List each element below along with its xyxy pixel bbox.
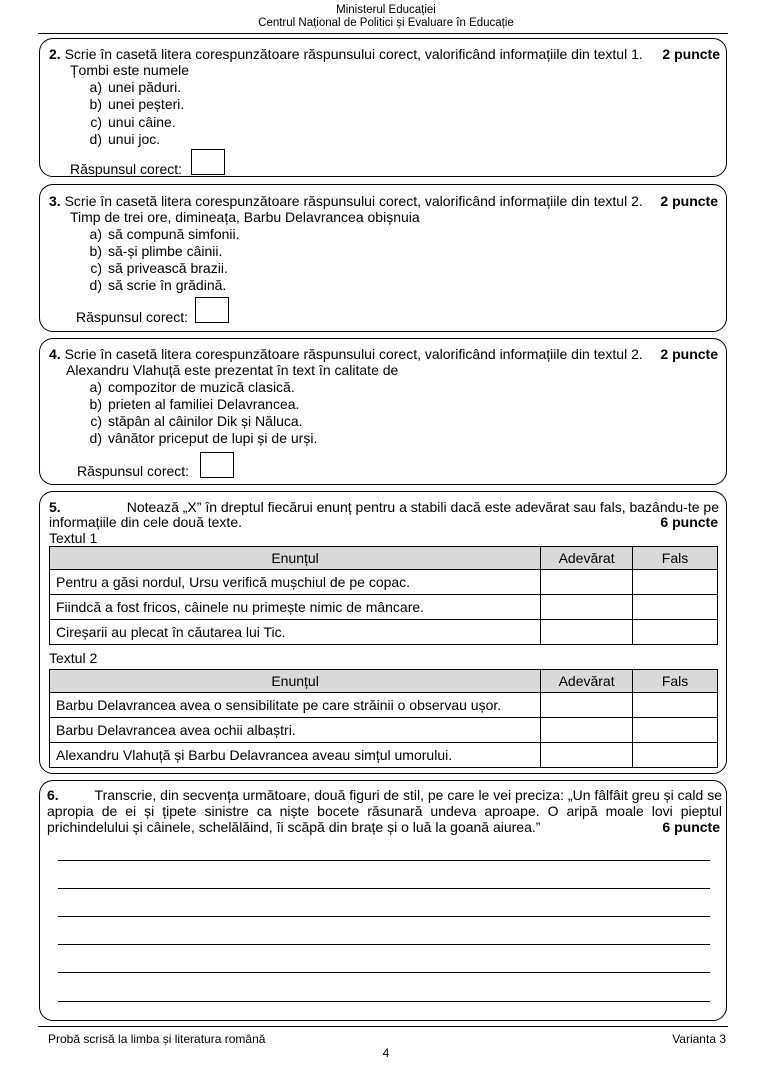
question-6-number: 6. bbox=[47, 787, 59, 803]
statement-cell: Cireșarii au plecat în căutarea lui Tic. bbox=[50, 620, 541, 645]
question-2-answer-box[interactable] bbox=[191, 149, 225, 175]
question-2-box: 2. Scrie în casetă litera corespunzătoare răspunsului corect, valorificând informațiile din textul 1. 2 puncte Țombi este numele a) unei păduri. b) unei peșteri. c) unui câine. d) unui joc. Răspunsul corect: bbox=[39, 38, 727, 177]
answer-line[interactable] bbox=[58, 1001, 710, 1002]
true-cell[interactable] bbox=[541, 570, 633, 595]
statement-cell: Pentru a găsi nordul, Ursu verifică mușchiul de pe copac. bbox=[50, 570, 541, 595]
text2-table-header bbox=[50, 670, 718, 693]
statement-cell: Alexandru Vlahuță și Barbu Delavrancea aveau simțul umorului. bbox=[50, 743, 541, 768]
false-cell[interactable] bbox=[633, 718, 718, 743]
question-3-box: 3. Scrie în casetă litera corespunzătoare răspunsului corect, valorificând informațiile din textul 2. 2 puncte Timp de trei ore, dimineața, Barbu Delavrancea obișnuia a) să compună simfonii. b) să-și plimbe câinii. c) să privească brazii. d) să scrie în grădină. Răspunsul corect: bbox=[39, 184, 727, 332]
text1-table-header bbox=[50, 547, 718, 570]
question-3-instruction: Scrie în casetă litera corespunzătoare răspunsului corect, valorificând informațiile din textul 2. bbox=[64, 193, 643, 209]
question-4-answer-label: Răspunsul corect: bbox=[77, 463, 190, 479]
question-4-stem: Alexandru Vlahuță este prezentat în text în calitate de bbox=[66, 362, 399, 378]
true-cell[interactable] bbox=[541, 693, 633, 718]
false-cell[interactable] bbox=[633, 620, 718, 645]
question-3-answer-label: Răspunsul corect: bbox=[76, 309, 189, 325]
question-4-answer-box[interactable] bbox=[200, 452, 234, 478]
false-cell[interactable] bbox=[633, 595, 718, 620]
answer-line[interactable] bbox=[58, 916, 710, 917]
question-4-points: 2 puncte bbox=[660, 346, 718, 362]
question-3-points: 2 puncte bbox=[660, 193, 718, 209]
answer-line[interactable] bbox=[58, 888, 710, 889]
answer-line[interactable] bbox=[58, 860, 710, 861]
text2-table bbox=[49, 669, 718, 768]
table-row bbox=[50, 595, 718, 620]
statement-cell: Fiindcă a fost fricos, câinele nu primește nimic de mâncare. bbox=[50, 595, 541, 620]
col-false: Fals bbox=[633, 670, 718, 693]
question-5-instruction-line1: Notează „X” în dreptul fiecărui enunț pentru a stabili dacă este adevărat sau fals, bazându-te pe bbox=[126, 499, 719, 515]
question-2-answer-label: Răspunsul corect: bbox=[70, 161, 183, 177]
center-name: Centrul Național de Politici și Evaluare în Educație bbox=[258, 17, 514, 29]
question-6-points: 6 puncte bbox=[662, 819, 720, 835]
answer-line[interactable] bbox=[58, 944, 710, 945]
false-cell[interactable] bbox=[633, 570, 718, 595]
true-cell[interactable] bbox=[541, 620, 633, 645]
answer-line[interactable] bbox=[58, 972, 710, 973]
false-cell[interactable] bbox=[633, 743, 718, 768]
table-row bbox=[50, 693, 718, 718]
statement-cell: Barbu Delavrancea avea o sensibilitate pe care străinii o observau ușor. bbox=[50, 693, 541, 718]
col-statement: Enunțul bbox=[50, 670, 541, 693]
question-6-box bbox=[39, 780, 727, 1021]
question-5-number: 5. bbox=[49, 499, 61, 515]
question-4-box: 4. Scrie în casetă litera corespunzătoare răspunsului corect, valorificând informațiile din textul 2. 2 puncte Alexandru Vlahuță este prezentat în text în calitate de a) compozitor de muzică clasică. b) prieten al familiei Delavrancea. c) stăpân al câinilor Dik și Năluca. d) vânător priceput de lupi și de urși. Răspunsul corect: bbox=[39, 338, 727, 485]
page-number: 4 bbox=[382, 1046, 390, 1060]
table-row bbox=[50, 570, 718, 595]
question-2-stem: Țombi este numele bbox=[70, 62, 190, 78]
col-statement: Enunțul bbox=[50, 547, 541, 570]
question-4-instruction: Scrie în casetă litera corespunzătoare răspunsului corect, valorificând informațiile din textul 2. bbox=[64, 346, 643, 362]
ministry-name: Ministerul Educației bbox=[336, 4, 436, 16]
true-cell[interactable] bbox=[541, 743, 633, 768]
question-2-points: 2 puncte bbox=[662, 46, 720, 62]
header-rule bbox=[38, 33, 728, 34]
statement-cell: Barbu Delavrancea avea ochii albaștri. bbox=[50, 718, 541, 743]
col-true: Adevărat bbox=[541, 547, 633, 570]
true-cell[interactable] bbox=[541, 718, 633, 743]
question-5-points: 6 puncte bbox=[660, 514, 718, 530]
question-3-answer-box[interactable] bbox=[195, 297, 229, 323]
text1-label: Textul 1 bbox=[49, 530, 98, 546]
text2-label: Textul 2 bbox=[49, 650, 98, 666]
col-true: Adevărat bbox=[541, 670, 633, 693]
true-cell[interactable] bbox=[541, 595, 633, 620]
question-5-box bbox=[39, 491, 727, 774]
question-4-number: 4. bbox=[49, 346, 61, 362]
col-false: Fals bbox=[633, 547, 718, 570]
text1-table bbox=[49, 546, 718, 645]
question-3-number: 3. bbox=[49, 193, 61, 209]
question-2-number: 2. bbox=[49, 46, 61, 62]
question-6-line2: apropia de ei și țipete sinistre ca niște bocete răsunară undeva aproape. O aripă moale lovi pieptul bbox=[47, 803, 722, 819]
footer-exam-title: Probă scrisă la limba și literatura română bbox=[48, 1032, 266, 1046]
footer-variant: Varianta 3 bbox=[672, 1032, 726, 1046]
question-5-instruction-line2: informațiile din cele două texte. bbox=[49, 514, 242, 530]
table-row bbox=[50, 743, 718, 768]
footer-rule bbox=[38, 1026, 728, 1027]
table-row bbox=[50, 620, 718, 645]
false-cell[interactable] bbox=[633, 693, 718, 718]
table-row bbox=[50, 718, 718, 743]
question-6-line3: prichindelului și câinele, schelălăind, îi scăpă din brațe și o luă la goană aiurea.” bbox=[47, 819, 541, 835]
question-6-line1: Transcrie, din secvența următoare, două figuri de stil, pe care le vei preciza: „Un fâlfâit greu și cald se bbox=[94, 787, 722, 803]
question-3-stem: Timp de trei ore, dimineața, Barbu Delavrancea obișnuia bbox=[70, 209, 420, 225]
question-2-instruction: Scrie în casetă litera corespunzătoare răspunsului corect, valorificând informațiile din textul 1. bbox=[64, 46, 643, 62]
